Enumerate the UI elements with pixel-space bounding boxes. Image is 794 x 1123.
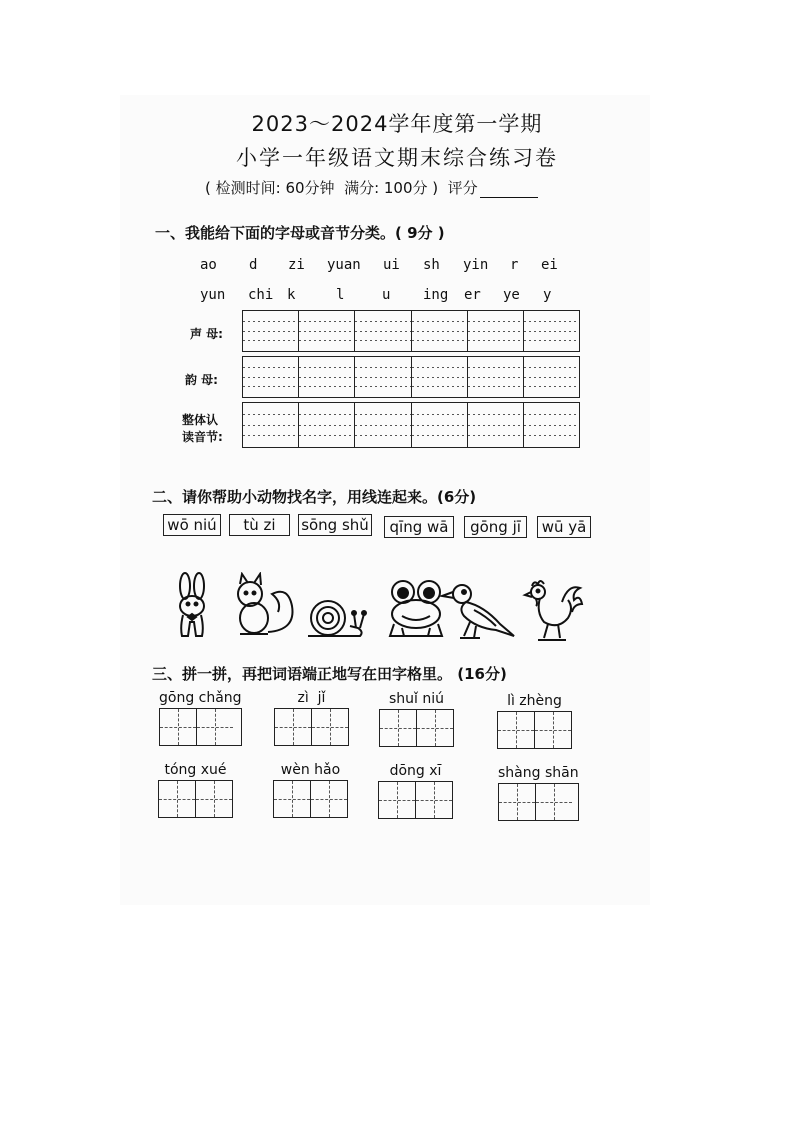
label-shengmu: 声 母:	[190, 327, 223, 341]
tianzige-grid[interactable]	[497, 711, 572, 749]
syllable: yin	[463, 257, 489, 273]
word-pinyin: lì zhèng	[507, 693, 562, 709]
word-pinyin: gōng chǎng	[159, 690, 242, 706]
tianzige-grid[interactable]	[273, 780, 348, 818]
label-zhengti-line2: 读音节:	[182, 430, 223, 444]
syllable: ui	[383, 257, 400, 273]
syllable: yun	[200, 287, 226, 303]
word-pinyin: shàng shān	[498, 765, 579, 781]
word-pinyin: shuǐ niú	[388, 691, 444, 707]
answer-cell[interactable]	[243, 403, 299, 447]
answer-cell[interactable]	[299, 311, 355, 351]
name-box-squirrel[interactable]: sōng shǔ	[298, 514, 372, 536]
tianzige-cell[interactable]	[379, 782, 416, 818]
tianzige-cell[interactable]	[196, 781, 232, 817]
syllable: ao	[200, 257, 217, 273]
answer-cell[interactable]	[243, 311, 299, 351]
rabbit-icon[interactable]	[168, 572, 216, 640]
word-pinyin: dōng xī	[389, 763, 442, 779]
answer-cell[interactable]	[243, 357, 299, 397]
syllable: ing	[423, 287, 449, 303]
answer-cell[interactable]	[468, 357, 524, 397]
answer-cell[interactable]	[355, 311, 411, 351]
answer-cell[interactable]	[412, 403, 468, 447]
answer-grid-yunmu[interactable]	[242, 356, 580, 398]
title-line-1: 2023～2024学年度第一学期	[251, 112, 543, 136]
syllable: l	[336, 287, 345, 303]
answer-cell[interactable]	[299, 357, 355, 397]
section-2-heading: 二、请你帮助小动物找名字，用线连起来。(6分)	[152, 488, 477, 506]
tianzige-cell[interactable]	[535, 712, 571, 748]
section-3-heading: 三、拼一拼，再把词语端正地写在田字格里。 (16分)	[152, 665, 507, 683]
syllable: sh	[423, 257, 440, 273]
name-box-frog[interactable]: qīng wā	[384, 516, 454, 538]
tianzige-word-1	[159, 690, 242, 746]
answer-cell[interactable]	[524, 357, 579, 397]
section-1-heading: 一、我能给下面的字母或音节分类。( 9分 )	[155, 224, 445, 242]
tianzige-cell[interactable]	[311, 781, 347, 817]
exam-info	[205, 177, 538, 198]
answer-cell[interactable]	[412, 357, 468, 397]
tianzige-grid[interactable]	[379, 709, 454, 747]
crow-icon[interactable]	[440, 580, 518, 642]
answer-cell[interactable]	[468, 311, 524, 351]
word-pinyin: wèn hǎo	[280, 762, 341, 778]
tianzige-word-8	[498, 765, 579, 821]
tianzige-cell[interactable]	[536, 784, 572, 820]
syllable: yuan	[327, 257, 361, 273]
label-zhengti-line1: 整体认	[182, 413, 219, 427]
answer-cell[interactable]	[299, 403, 355, 447]
name-box-crow[interactable]: wū yā	[537, 516, 591, 538]
tianzige-cell[interactable]	[498, 712, 535, 748]
tianzige-cell[interactable]	[499, 784, 536, 820]
tianzige-word-2	[274, 690, 349, 746]
squirrel-icon[interactable]	[228, 572, 298, 640]
tianzige-word-5	[158, 762, 233, 818]
tianzige-cell[interactable]	[274, 781, 311, 817]
syllable: u	[382, 287, 391, 303]
answer-cell[interactable]	[355, 403, 411, 447]
word-pinyin: tóng xué	[164, 762, 227, 778]
syllable: chi	[248, 287, 274, 303]
label-zhengti	[182, 412, 223, 446]
tianzige-cell[interactable]	[380, 710, 417, 746]
answer-cell[interactable]	[355, 357, 411, 397]
syllable: r	[510, 257, 519, 273]
syllable: er	[464, 287, 481, 303]
tianzige-cell[interactable]	[159, 781, 196, 817]
tianzige-cell[interactable]	[197, 709, 233, 745]
snail-icon[interactable]	[302, 596, 368, 640]
answer-cell[interactable]	[468, 403, 524, 447]
name-box-rooster[interactable]: gōng jī	[464, 516, 527, 538]
syllable: d	[249, 257, 258, 273]
syllable: zi	[288, 257, 305, 273]
name-box-snail[interactable]: wō niú	[163, 514, 221, 536]
title-line-2: 小学一年级语文期末综合练习卷	[236, 146, 558, 170]
tianzige-grid[interactable]	[498, 783, 579, 821]
answer-cell[interactable]	[412, 311, 468, 351]
rooster-icon[interactable]	[522, 578, 584, 644]
tianzige-grid[interactable]	[378, 781, 453, 819]
label-yunmu: 韵 母:	[185, 373, 218, 387]
tianzige-cell[interactable]	[275, 709, 312, 745]
tianzige-grid[interactable]	[274, 708, 349, 746]
answer-grid-zhengti[interactable]	[242, 402, 580, 448]
tianzige-grid[interactable]	[158, 780, 233, 818]
tianzige-cell[interactable]	[416, 782, 452, 818]
tianzige-word-7	[378, 763, 453, 819]
score-blank[interactable]	[480, 183, 538, 198]
syllable: k	[287, 287, 296, 303]
tianzige-word-3	[379, 691, 454, 747]
exam-info-text: ( 检测时间: 60分钟 满分: 100分 ) 评分	[205, 179, 478, 197]
answer-grid-shengmu[interactable]	[242, 310, 580, 352]
syllable: ye	[503, 287, 520, 303]
frog-icon[interactable]	[386, 578, 446, 640]
tianzige-cell[interactable]	[160, 709, 197, 745]
answer-cell[interactable]	[524, 311, 579, 351]
tianzige-word-4	[497, 693, 572, 749]
syllable: ei	[541, 257, 558, 273]
tianzige-cell[interactable]	[312, 709, 348, 745]
name-box-rabbit[interactable]: tù zi	[229, 514, 290, 536]
tianzige-cell[interactable]	[417, 710, 453, 746]
tianzige-word-6	[273, 762, 348, 818]
answer-cell[interactable]	[524, 403, 579, 447]
word-pinyin: zì jǐ	[297, 690, 326, 706]
syllable: y	[543, 287, 552, 303]
tianzige-grid[interactable]	[159, 708, 242, 746]
